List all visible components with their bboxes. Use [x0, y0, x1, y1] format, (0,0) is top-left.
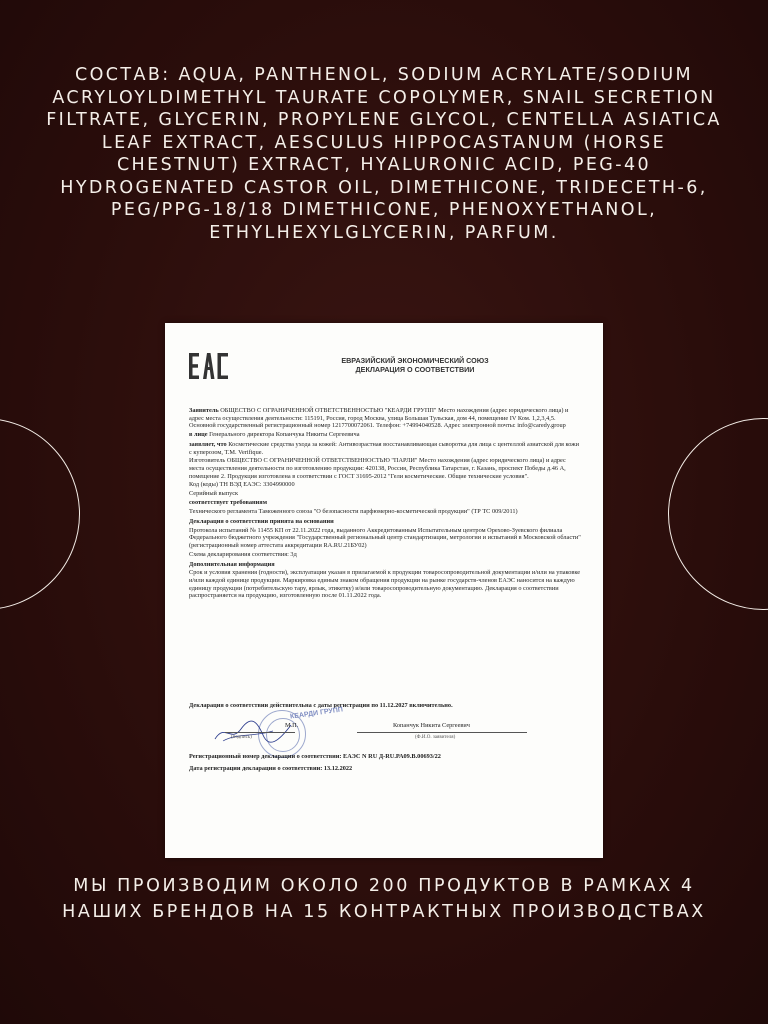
registration-date: Дата регистрации декларации о соответствии: 13.12.2022: [189, 765, 353, 772]
eac-logo-icon: [189, 353, 228, 379]
conforms-label: соответствует требованиям: [189, 498, 267, 506]
basis-label: Декларация о соответствии принята на основании: [189, 517, 334, 525]
declaration-document: [165, 323, 603, 858]
signature-caption: (подпись): [231, 735, 252, 740]
name-line: [357, 732, 527, 733]
applicant-label: Заявитель: [189, 407, 219, 414]
person-text: Генерального директора Копанчука Никиты Сергеевича: [209, 430, 360, 438]
decorative-circle-right: [668, 418, 768, 610]
stamp-label: КЕАРДИ ГРУПП: [289, 706, 344, 721]
document-body: [189, 407, 581, 601]
document-header: [257, 356, 573, 374]
scheme-text: Схема декларирования соответствия: 3д: [189, 550, 297, 558]
declares-text: Косметические средства ухода за кожей: Антивозрастная восстанавливающая сыворотка для лица с центеллой азиатской для кожи с куперозом, Т.М. Verifique.: [189, 441, 579, 456]
signer-name: Копанчук Никита Сергеевич: [393, 722, 470, 729]
validity-text: Декларация о соответствии действительна с даты регистрации по 11.12.2027 включительно.: [189, 702, 453, 709]
person-label: в лице: [189, 430, 208, 438]
production-info-text: МЫ ПРОИЗВОДИМ ОКОЛО 200 ПРОДУКТОВ В РАМКАХ 4 НАШИХ БРЕНДОВ НА 15 КОНТРАКТНЫХ ПРОИЗВОДСТВАХ: [62, 876, 706, 922]
basis-text: Протокола испытаний № 11455 КП от 22.11.2022 года, выданного Аккредитованным Испытательным центром Орехово-Зуевского филиала Федерального бюджетного учреждения "Государственный региональный центр стандартизации, метрологии и испытаний в Московской области" (регистрационный номер аттестата аккредитации RA.RU.21БУ02): [189, 526, 581, 549]
extra-label: Дополнительная информация: [189, 560, 275, 568]
signature-line: [225, 732, 295, 733]
serial-text: Серийный выпуск: [189, 490, 239, 498]
manufacturer-text: Изготовитель ОБЩЕСТВО С ОГРАНИЧЕННОЙ ОТВЕТСТВЕННОСТЬЮ "ПАРЛИ" Место нахождения (адрес юридического лица) и адрес места осуществления деятельности по изготовлению продукции: 420138, Россия, Республика Татарстан, г. Казань, проспект Победы д.46 А, помещение 2. Продукция изготовлена в соответствии с ГОСТ 31695-2012 "Гели косметические. Общие технические условия".: [189, 457, 566, 480]
extra-text: Срок и условия хранения (годности), эксплуатации указан в прилагаемой к продукции товаросопроводительной документации и/или на упаковке и/или каждой единице продукции. Маркировка единым знаком обращения продукции на рынке государств-членов ЕАЭС наносится на каждую единицу продукции (потребительскую тару, ярлык, этикетку) и/или товаросопроводительную документацию. Декларация о соответствии распространяется на продукцию, изготовленную после 01.11.2022 года.: [189, 569, 581, 600]
conforms-text: Технического регламента Таможенного союза "О безопасности парфюмерно-косметической продукции" (ТР ТС 009/2011): [189, 507, 518, 515]
applicant-text: ОБЩЕСТВО С ОГРАНИЧЕННОЙ ОТВЕТСТВЕННОСТЬЮ "КЕАРДИ ГРУПП" Место нахождения (адрес юридического лица) и адрес места осуществления деятельности: 115191, Россия, город Москва, улица Большая Тульская, дом 44, помещение IV Ком. 1,2,3,4,5. Основной государственный регистрационный номер 1217700072061. Телефон: +74994040528. Адрес электронной почты: info@caredy.group: [189, 407, 569, 430]
declares-label: заявляет, что: [189, 441, 227, 449]
ingredients-text: СОСТАВ: AQUA, PANTHENOL, SODIUM ACRYLATE/SODIUM ACRYLOYLDIMETHYL TAURATE COPOLYMER, SNAIL SECRETION FILTRATE, GLYCERIN, PROPYLENE GLYCOL, CENTELLA ASIATICA LEAF EXTRACT, AESCULUS HIPPOCASTANUM (HORSE CHESTNUT) EXTRACT, HYALURONIC ACID, PEG-40 HYDROGENATED CASTOR OIL, DIMETHICONE, TRIDECETH-6, PEG/PPG-18/18 DIMETHICONE, PHENOXYETHANOL, ETHYLHEXYLGLYCERIN, PARFUM.: [46, 65, 722, 243]
fio-caption: (Ф.И.О. заявителя): [415, 735, 456, 740]
code-text: Код (коды) ТН ВЭД ЕАЭС: 3304990000: [189, 481, 295, 489]
registration-number: Регистрационный номер декларации о соответствии: ЕАЭС N RU Д-RU.РА09.В.00693/22: [189, 753, 441, 760]
header-declaration: ДЕКЛАРАЦИЯ О СООТВЕТСТВИИ: [355, 365, 475, 374]
mp-label: М.П.: [285, 722, 299, 729]
header-union: ЕВРАЗИЙСКИЙ ЭКОНОМИЧЕСКИЙ СОЮЗ: [341, 356, 489, 365]
decorative-circle-left: [0, 418, 80, 610]
